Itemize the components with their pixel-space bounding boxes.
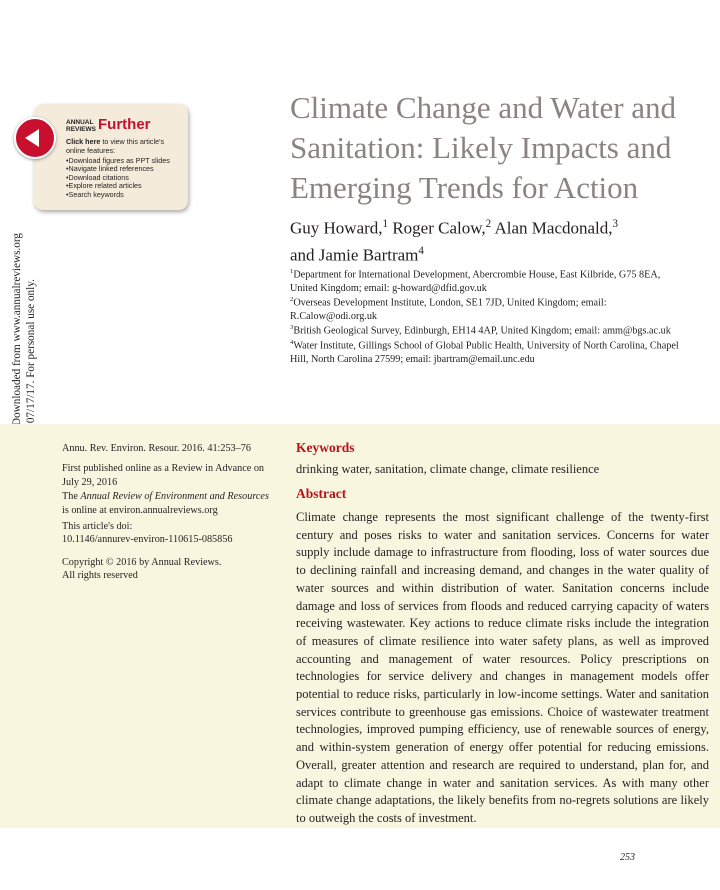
feature-item[interactable]: • Search keywords bbox=[66, 191, 170, 199]
authors bbox=[290, 213, 710, 266]
further-click-text bbox=[66, 137, 184, 155]
affiliation-mark: 3 bbox=[290, 324, 294, 331]
feature-item[interactable]: • Download figures as PPT slides bbox=[66, 157, 170, 165]
affiliation-mark: 2 bbox=[290, 296, 294, 303]
brand-annual: ANNUAL bbox=[66, 119, 94, 126]
affiliation bbox=[290, 293, 690, 323]
affiliation-mark: 1 bbox=[290, 268, 294, 275]
doi-label: This article's doi: bbox=[62, 521, 133, 532]
citation: Annu. Rev. Environ. Resour. 2016. 41:253–76 bbox=[62, 443, 251, 454]
further-features-box[interactable] bbox=[34, 104, 188, 210]
keywords-text: drinking water, sanitation, climate change, climate resilience bbox=[296, 462, 600, 476]
back-arrow-icon[interactable] bbox=[14, 117, 56, 159]
affiliation-text: British Geological Survey, Edinburgh, EH14 4AP, United Kingdom; email: amm@bgs.ac.uk bbox=[293, 325, 671, 337]
journal-name: Annual Review of Environment and Resources bbox=[80, 491, 269, 502]
article-title: Climate Change and Water and Sanitation: Likely Impacts and Emerging Trends for Action bbox=[290, 90, 677, 205]
affiliation-text: Department for International Development, Abercrombie House, East Kilbride, G75 8EA, United Kingdom; email: g-howard@dfid.gov.uk bbox=[290, 269, 661, 294]
journal-pre: The bbox=[62, 491, 81, 502]
feature-item[interactable]: • Navigate linked references bbox=[66, 165, 170, 173]
doi-link[interactable]: 10.1146/annurev-environ-110615-085856 bbox=[62, 534, 233, 545]
affiliation-mark: 4 bbox=[290, 339, 294, 346]
journal-post: is online at environ.annualreviews.org bbox=[62, 504, 218, 516]
features-list bbox=[66, 157, 170, 199]
author-name: Roger Calow, bbox=[388, 218, 486, 238]
author-affiliation-mark: 3 bbox=[612, 218, 619, 230]
affiliation-text: Water Institute, Gillings School of Global Public Health, University of North Carolina, Chapel Hill, North Carolina 27599; email: jbartram@email.unc.edu bbox=[290, 340, 679, 365]
journal-online bbox=[62, 490, 272, 517]
author-affiliation-mark: 4 bbox=[418, 244, 424, 257]
feature-item[interactable]: • Download citations bbox=[66, 174, 170, 182]
affiliation bbox=[290, 265, 690, 295]
first-published: First published online as a Review in Advance on July 29, 2016 bbox=[62, 463, 265, 488]
brand-reviews: REVIEWS bbox=[66, 126, 96, 133]
affiliation bbox=[290, 336, 690, 366]
click-here-link[interactable]: Click here bbox=[66, 137, 101, 146]
feature-item[interactable]: • Explore related articles bbox=[66, 182, 170, 190]
page-number: 253 bbox=[620, 852, 635, 863]
author-name: Alan Macdonald, bbox=[491, 218, 613, 238]
author-name: Guy Howard, bbox=[290, 218, 383, 238]
keywords-heading: Keywords bbox=[296, 440, 355, 455]
author-affiliation-mark: 1 bbox=[382, 218, 389, 230]
author-affiliation-mark: 2 bbox=[485, 218, 492, 230]
copyright: Copyright © 2016 by Annual Reviews. bbox=[62, 557, 222, 568]
abstract-heading: Abstract bbox=[296, 486, 347, 501]
author-name: and Jamie Bartram bbox=[290, 245, 419, 265]
affiliation-text: Overseas Development Institute, London, SE1 7JD, United Kingdom; email: R.Calow@odi.org.uk bbox=[290, 297, 607, 322]
rights: All rights reserved bbox=[62, 570, 138, 581]
click-here-rest: to view this article's online features: bbox=[66, 137, 165, 155]
brand-further: Further bbox=[98, 116, 151, 133]
abstract-text: Climate change represents the most significant challenge of the twenty-first century and poses risks to water and sanitation services. Concerns for water supply include damage to infrastructure from flooding, loss of water sources due to declining rainfall and increasing demand, and changes in the water quality of water sources and within distribution of water. Sanitation concerns include damage and loss of services from floods and reduced carrying capacity of waters receiving wastewater. Key actions to reduce climate risks include the integration of measures of climate resilience into water safety plans, as well as improved accounting and management of water resources. Policy prescriptions on technologies for service delivery and changes in management models offer potential to reduce risks, particularly in low-income settings. Water and sanitation services contribute to greenhouse gas emissions. Choice of wastewater treatment technologies, improved pumping efficiency, use of renewable sources of energy, and within-system generation of energy offer potential for reducing emissions. Overall, greater attention and research are required to understand, plan for, and adapt to climate change in water and sanitation services. As with many other climate change adaptations, the likely benefits from no-regrets solutions are likely to outweigh the costs of investment. bbox=[296, 510, 709, 825]
